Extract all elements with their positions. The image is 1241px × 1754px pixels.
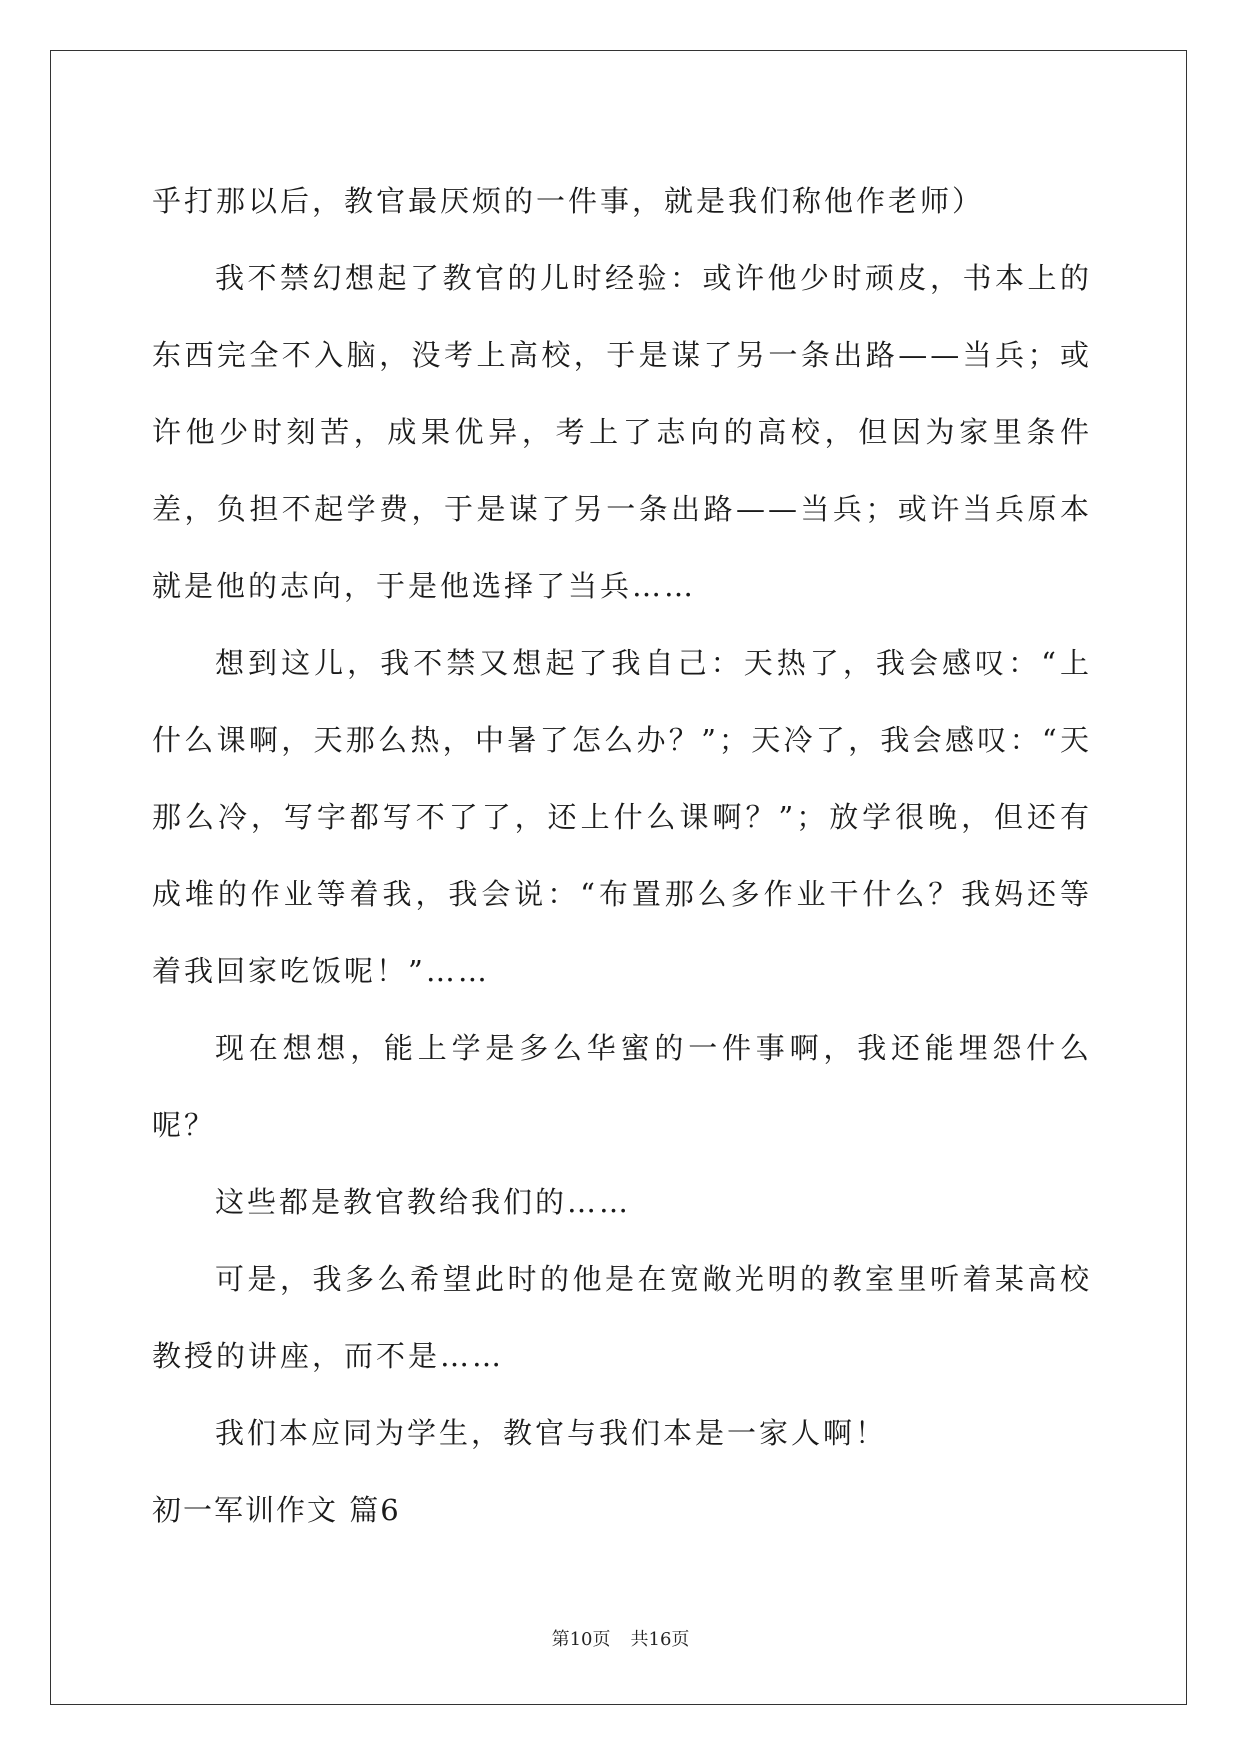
paragraph: 现在想想，能上学是多么华蜜的一件事啊，我还能埋怨什么呢？ <box>152 1031 1092 1142</box>
paragraph: 乎打那以后，教官最厌烦的一件事，就是我们称他作老师） <box>152 184 985 218</box>
paragraph: 这些都是教官教给我们的…… <box>215 1185 632 1219</box>
paragraph: 我不禁幻想起了教官的儿时经验：或许他少时顽皮，书本上的东西完全不入脑，没考上高校，于是谋了另一条出路——当兵；或许他少时刻苦，成果优异，考上了志向的高校，但因为家里条件差，负担不起学费，于是谋了另一条出路——当兵；或许当兵原本就是他的志向，于是他选择了当兵…… <box>152 261 1092 603</box>
document-body <box>152 163 1092 1549</box>
paragraph: 想到这儿，我不禁又想起了我自己：天热了，我会感叹：“上什么课啊，天那么热，中暑了怎么办？”；天冷了，我会感叹：“天那么冷，写字都写不了了，还上什么课啊？”；放学很晚，但还有成堆的作业等着我，我会说：“布置那么多作业干什么？我妈还等着我回家吃饭呢！”…… <box>152 646 1092 988</box>
section-heading: 初一军训作文 篇6 <box>152 1493 401 1527</box>
page-footer <box>0 1625 1241 1651</box>
page-total: 共16页 <box>630 1629 690 1650</box>
paragraph: 可是，我多么希望此时的他是在宽敞光明的教室里听着某高校教授的讲座，而不是…… <box>152 1262 1092 1373</box>
page-number: 第10页 <box>551 1629 611 1650</box>
paragraph: 我们本应同为学生，教官与我们本是一家人啊！ <box>215 1416 888 1450</box>
